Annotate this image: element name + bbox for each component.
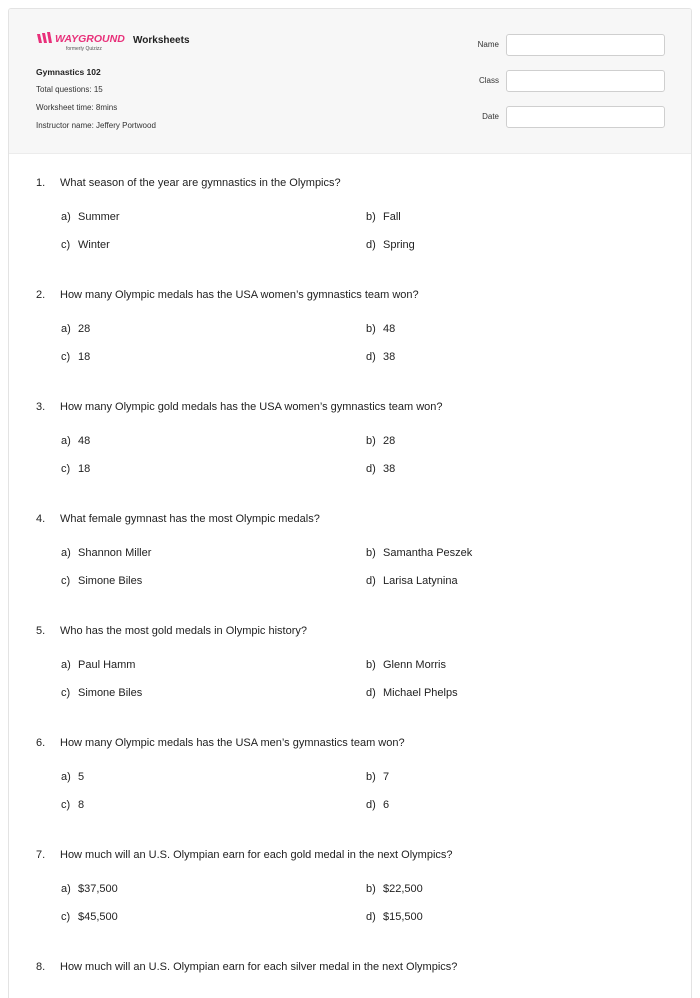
question-text: What season of the year are gymnastics in the Olympics? — [60, 177, 341, 189]
answer-option — [61, 463, 90, 475]
option-text: 28 — [383, 435, 396, 447]
option-text: Winter — [78, 239, 110, 251]
option-text: 38 — [383, 463, 396, 475]
wayground-logo — [36, 30, 128, 60]
answer-option — [61, 211, 120, 223]
worksheet-header — [9, 9, 691, 154]
answer-option — [61, 435, 90, 447]
date-field-row — [464, 106, 665, 128]
option-text: 7 — [383, 771, 390, 783]
option-letter: d) — [366, 799, 376, 811]
answer-option — [61, 323, 90, 335]
name-label: Name — [477, 40, 499, 49]
answer-option — [366, 435, 395, 447]
answer-option — [366, 687, 458, 699]
option-letter: a) — [61, 211, 71, 223]
answer-option — [366, 547, 472, 559]
answer-option — [366, 883, 423, 895]
question-text: How many Olympic medals has the USA men’s gymnastics team won? — [60, 737, 405, 749]
wayground-logo-mark-icon — [36, 30, 128, 46]
answer-option — [366, 211, 401, 223]
question-item — [9, 266, 691, 378]
option-text: $15,500 — [383, 911, 423, 923]
worksheet-time: Worksheet time: 8mins — [36, 103, 118, 112]
option-letter: c) — [61, 575, 71, 587]
option-text: 18 — [78, 351, 91, 363]
question-item — [9, 602, 691, 714]
answer-option — [61, 799, 84, 811]
question-text: How much will an U.S. Olympian earn for each silver medal in the next Olympics? — [60, 961, 458, 973]
class-field[interactable] — [506, 70, 665, 92]
product-name: Worksheets — [133, 35, 190, 46]
option-letter: d) — [366, 911, 376, 923]
question-text: Who has the most gold medals in Olympic history? — [60, 625, 307, 637]
option-text: 28 — [78, 323, 91, 335]
option-letter: a) — [61, 883, 71, 895]
question-item — [9, 490, 691, 602]
option-letter: a) — [61, 547, 71, 559]
option-text: Shannon Miller — [78, 547, 152, 559]
option-letter: c) — [61, 351, 71, 363]
option-letter: a) — [61, 771, 71, 783]
question-text: How many Olympic medals has the USA women’s gymnastics team won? — [60, 289, 419, 301]
answer-option — [61, 911, 118, 923]
answer-option — [61, 575, 142, 587]
answer-option — [61, 771, 84, 783]
instructor-name: Instructor name: Jeffery Portwood — [36, 121, 156, 130]
option-text: Larisa Latynina — [383, 575, 458, 587]
logo-subtitle: formerly Quizizz — [66, 46, 102, 52]
option-text: Samantha Peszek — [383, 547, 473, 559]
question-number: 2. — [36, 289, 46, 301]
option-letter: d) — [366, 351, 376, 363]
option-letter: b) — [366, 659, 376, 671]
answer-option — [61, 351, 90, 363]
option-text: Summer — [78, 211, 120, 223]
option-text: 6 — [383, 799, 390, 811]
question-number: 8. — [36, 961, 46, 973]
option-letter: b) — [366, 547, 376, 559]
option-text: Fall — [383, 211, 401, 223]
option-letter: c) — [61, 239, 71, 251]
option-letter: a) — [61, 435, 71, 447]
option-text: 18 — [78, 463, 91, 475]
question-item — [9, 154, 691, 266]
option-text: Michael Phelps — [383, 687, 458, 699]
option-text: Glenn Morris — [383, 659, 446, 671]
question-number: 1. — [36, 177, 46, 189]
option-letter: d) — [366, 575, 376, 587]
answer-option — [366, 351, 395, 363]
name-field-row — [464, 34, 665, 56]
question-number: 6. — [36, 737, 46, 749]
worksheet-meta — [36, 66, 156, 138]
option-text: Simone Biles — [78, 575, 143, 587]
answer-option — [366, 239, 415, 251]
option-text: 48 — [383, 323, 396, 335]
answer-option — [61, 687, 142, 699]
option-letter: c) — [61, 463, 71, 475]
total-questions: Total questions: 15 — [36, 85, 103, 94]
option-letter: c) — [61, 799, 71, 811]
option-letter: b) — [366, 883, 376, 895]
option-letter: d) — [366, 687, 376, 699]
question-item — [9, 826, 691, 938]
question-number: 5. — [36, 625, 46, 637]
option-letter: c) — [61, 687, 71, 699]
option-text: $37,500 — [78, 883, 118, 895]
option-text: Spring — [383, 239, 415, 251]
option-letter: a) — [61, 323, 71, 335]
option-text: Paul Hamm — [78, 659, 136, 671]
question-number: 3. — [36, 401, 46, 413]
class-field-row — [464, 70, 665, 92]
answer-option — [61, 547, 151, 559]
question-text: How many Olympic gold medals has the USA women’s gymnastics team won? — [60, 401, 443, 413]
question-text: How much will an U.S. Olympian earn for each gold medal in the next Olympics? — [60, 849, 453, 861]
answer-option — [366, 463, 395, 475]
option-letter: b) — [366, 323, 376, 335]
date-label: Date — [482, 112, 499, 121]
option-text: $22,500 — [383, 883, 423, 895]
answer-option — [366, 323, 395, 335]
question-number: 7. — [36, 849, 46, 861]
option-text: 38 — [383, 351, 396, 363]
option-letter: d) — [366, 463, 376, 475]
answer-option — [61, 659, 135, 671]
logo-wordmark: WAYGROUND — [55, 33, 125, 45]
option-letter: c) — [61, 911, 71, 923]
option-letter: a) — [61, 659, 71, 671]
option-text: 48 — [78, 435, 91, 447]
question-item — [9, 714, 691, 826]
option-letter: b) — [366, 211, 376, 223]
question-text: What female gymnast has the most Olympic medals? — [60, 513, 320, 525]
option-text: $45,500 — [78, 911, 118, 923]
question-item — [9, 938, 691, 998]
option-text: Simone Biles — [78, 687, 143, 699]
option-text: 5 — [78, 771, 85, 783]
option-letter: d) — [366, 239, 376, 251]
option-letter: b) — [366, 435, 376, 447]
name-field[interactable] — [506, 34, 665, 56]
answer-option — [366, 771, 389, 783]
date-field[interactable] — [506, 106, 665, 128]
option-text: 8 — [78, 799, 85, 811]
worksheet-page — [8, 8, 692, 998]
option-letter: b) — [366, 771, 376, 783]
worksheet-title: Gymnastics 102 — [36, 67, 101, 77]
question-number: 4. — [36, 513, 46, 525]
answer-option — [366, 911, 423, 923]
answer-option — [61, 883, 118, 895]
question-item — [9, 378, 691, 490]
answer-option — [366, 659, 446, 671]
answer-option — [61, 239, 110, 251]
answer-option — [366, 799, 389, 811]
answer-option — [366, 575, 458, 587]
class-label: Class — [478, 76, 499, 85]
